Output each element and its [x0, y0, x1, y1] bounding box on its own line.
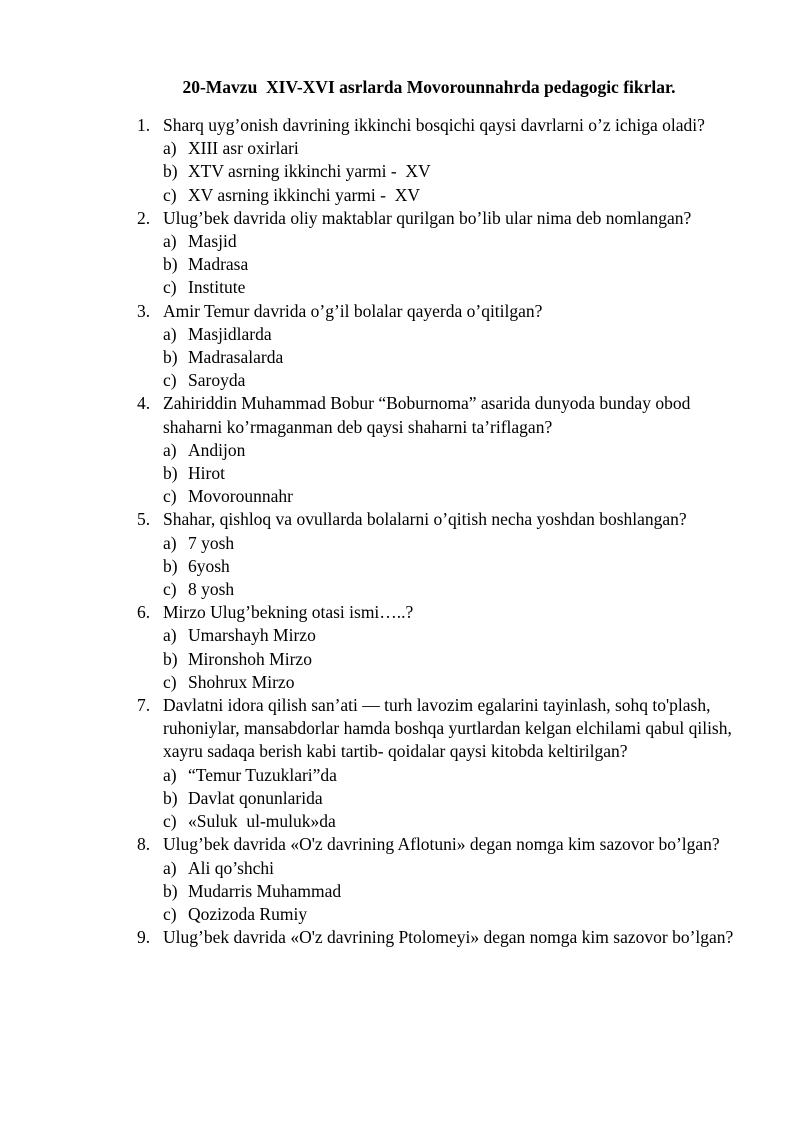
answer-option [163, 880, 740, 903]
question-number: 4. [137, 393, 151, 414]
answer-option [163, 369, 740, 392]
answer-option [163, 624, 740, 647]
question-text: Mirzo Ulug’bekning otasi ismi…..? [163, 602, 414, 623]
answer-option [163, 810, 740, 833]
option-letter: a) [163, 532, 177, 553]
question-text: Ulug’bek davrida oliy maktablar qurilgan bo’lib ular nima deb nomlangan? [163, 207, 692, 228]
question-number: 3. [137, 300, 151, 321]
option-text: Madrasa [188, 254, 249, 275]
option-letter: b) [163, 555, 178, 576]
option-letter: b) [163, 463, 178, 484]
option-text: Davlat qonunlarida [188, 787, 323, 808]
answer-option [163, 764, 740, 787]
answer-option [163, 578, 740, 601]
question-number: 5. [137, 509, 151, 530]
question-number: 2. [137, 207, 151, 228]
option-text: Qozizoda Rumiy [188, 903, 308, 924]
question-text: Ulug’bek davrida «O'z davrining Aflotuni» degan nomga kim sazovor bo’lgan? [163, 834, 720, 855]
option-text: Madrasalarda [188, 347, 284, 368]
option-letter: a) [163, 857, 177, 878]
answer-option [163, 323, 740, 346]
option-text: Hirot [188, 463, 225, 484]
option-text: Ali qo’shchi [188, 857, 275, 878]
option-text: XIII asr oxirlari [188, 138, 299, 159]
answer-option [163, 346, 740, 369]
question-text: Shahar, qishloq va ovullarda bolalarni o’qitish necha yoshdan boshlangan? [163, 509, 687, 530]
question-item [0, 392, 800, 508]
answer-option [163, 230, 740, 253]
option-letter: b) [163, 787, 178, 808]
answer-option [163, 253, 740, 276]
question-text: Sharq uyg’onish davrining ikkinchi bosqichi qaysi davrlarni o’z ichiga oladi? [163, 115, 705, 135]
page-title: 20-Mavzu XIV-XVI asrlarda Movorounnahrda pedagogic fikrlar. [182, 77, 676, 97]
option-letter: a) [163, 231, 177, 252]
answer-option [163, 857, 740, 880]
option-letter: c) [163, 811, 177, 832]
answer-option [163, 485, 740, 508]
answer-options [163, 624, 740, 694]
option-letter: c) [163, 903, 177, 924]
option-text: XV asrning ikkinchi yarmi - XV [188, 184, 421, 205]
option-text: Saroyda [188, 370, 246, 391]
option-text: 6yosh [188, 555, 230, 576]
option-text: Institute [188, 277, 246, 298]
option-letter: c) [163, 184, 177, 205]
answer-options [163, 230, 740, 300]
question-item [0, 207, 800, 300]
answer-option [163, 532, 740, 555]
question-text: Zahiriddin Muhammad Bobur “Boburnoma” asarida dunyoda bunday obod shaharni ko’rmaganman deb qaysi shaharni ta’riflagan? [163, 393, 691, 437]
option-letter: b) [163, 161, 178, 182]
answer-option [163, 671, 740, 694]
question-number: 9. [137, 927, 151, 948]
option-text: Masjid [188, 231, 237, 252]
question-item [0, 300, 800, 393]
option-letter: b) [163, 648, 178, 669]
question-item [0, 694, 800, 833]
answer-option [163, 903, 740, 926]
answer-option [163, 648, 740, 671]
option-text: Masjidlarda [188, 323, 272, 344]
option-text: Movorounnahr [188, 486, 293, 507]
option-text: Andijon [188, 439, 246, 460]
answer-option [163, 787, 740, 810]
question-number: 6. [137, 602, 151, 623]
option-letter: c) [163, 671, 177, 692]
answer-options [163, 323, 740, 393]
question-item [0, 508, 800, 601]
option-letter: b) [163, 880, 178, 901]
answer-option [163, 160, 740, 183]
option-letter: a) [163, 439, 177, 460]
answer-options [163, 857, 740, 927]
option-text: Mudarris Muhammad [188, 880, 342, 901]
option-letter: c) [163, 579, 177, 600]
question-item [0, 926, 800, 949]
option-text: Shohrux Mirzo [188, 671, 295, 692]
option-text: «Suluk ul-muluk»da [188, 811, 336, 832]
option-letter: b) [163, 254, 178, 275]
question-text: Amir Temur davrida o’g’il bolalar qayerda o’qitilgan? [163, 300, 543, 321]
option-letter: c) [163, 370, 177, 391]
question-number: 7. [137, 695, 151, 716]
answer-option [163, 276, 740, 299]
question-item [0, 833, 800, 926]
answer-option [163, 439, 740, 462]
option-letter: a) [163, 625, 177, 646]
question-number: 1. [137, 115, 151, 135]
answer-options [163, 532, 740, 602]
option-letter: a) [163, 138, 177, 159]
question-list [0, 114, 800, 949]
question-item [0, 601, 800, 694]
option-text: XTV asrning ikkinchi yarmi - XV [188, 161, 431, 182]
answer-option [163, 137, 740, 160]
answer-option [163, 184, 740, 207]
question-number: 8. [137, 834, 151, 855]
option-letter: c) [163, 277, 177, 298]
option-letter: a) [163, 323, 177, 344]
option-text: 7 yosh [188, 532, 235, 553]
option-letter: a) [163, 764, 177, 785]
answer-options [163, 439, 740, 509]
option-letter: c) [163, 486, 177, 507]
option-text: 8 yosh [188, 579, 235, 600]
question-item [0, 114, 800, 207]
question-text: Davlatni idora qilish san’ati — turh lavozim egalarini tayinlash, sohq to'plash, ruhoniylar, mansabdorlar hamda boshqa yurtlardan kelgan elchilami qabul qilish, xayru sadaqa berish kabi tartib- qoidalar qaysi kitobda keltirilgan? [163, 695, 732, 762]
answer-option [163, 555, 740, 578]
option-text: Mironshoh Mirzo [188, 648, 312, 669]
option-text: “Temur Tuzuklari”da [188, 764, 337, 785]
option-letter: b) [163, 347, 178, 368]
question-text: Ulug’bek davrida «O'z davrining Ptolomeyi» degan nomga kim sazovor bo’lgan? [163, 927, 734, 948]
answer-options [163, 764, 740, 834]
answer-options [163, 137, 740, 207]
option-text: Umarshayh Mirzo [188, 625, 316, 646]
answer-option [163, 462, 740, 485]
